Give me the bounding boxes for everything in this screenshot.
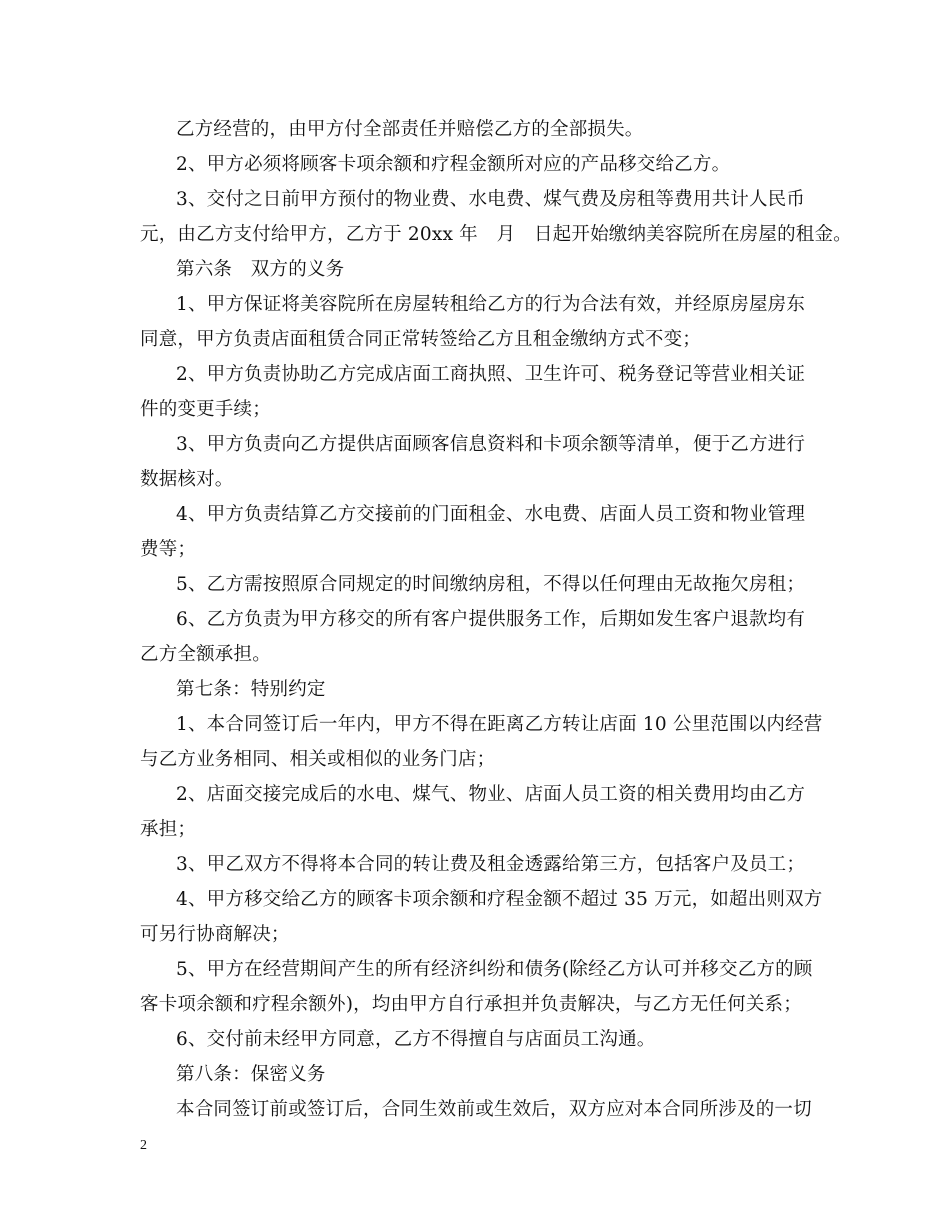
paragraph-line: 件的变更手续； xyxy=(140,399,271,420)
paragraph-line: 3、甲方负责向乙方提供店面顾客信息资料和卡项余额等清单，便于乙方进行 xyxy=(176,434,806,455)
paragraph-line: 2、甲方必须将顾客卡项余额和疗程金额所对应的产品移交给乙方。 xyxy=(176,154,731,175)
paragraph-line: 本合同签订前或签订后，合同生效前或生效后，双方应对本合同所涉及的一切 xyxy=(176,1099,812,1120)
paragraph-line: 3、甲乙双方不得将本合同的转让费及租金透露给第三方，包括客户及员工； xyxy=(176,854,806,875)
paragraph-line: 2、店面交接完成后的水电、煤气、物业、店面人员工资的相关费用均由乙方 xyxy=(176,784,806,805)
section-heading: 第八条：保密义务 xyxy=(176,1064,326,1085)
paragraph-line: 1、本合同签订后一年内，甲方不得在距离乙方转让店面 10 公里范围以内经营 xyxy=(176,714,823,735)
paragraph-line: 数据核对。 xyxy=(140,469,234,490)
paragraph-line: 5、乙方需按照原合同规定的时间缴纳房租，不得以任何理由无故拖欠房租； xyxy=(176,574,806,595)
paragraph-line: 3、交付之日前甲方预付的物业费、水电费、煤气费及房租等费用共计人民币 xyxy=(176,189,806,210)
paragraph-line: 4、甲方负责结算乙方交接前的门面租金、水电费、店面人员工资和物业管理 xyxy=(176,504,806,525)
paragraph-line: 费等； xyxy=(140,539,197,560)
paragraph-line: 1、甲方保证将美容院所在房屋转租给乙方的行为合法有效，并经原房屋房东 xyxy=(176,294,806,315)
paragraph-line: 乙方全额承担。 xyxy=(140,644,271,665)
paragraph-line: 4、甲方移交给乙方的顾客卡项余额和疗程金额不超过 35 万元，如超出则双方 xyxy=(176,889,823,910)
paragraph-line: 5、甲方在经营期间产生的所有经济纠纷和债务(除经乙方认可并移交乙方的顾 xyxy=(176,959,813,980)
section-heading: 第六条 双方的义务 xyxy=(176,259,345,280)
paragraph-line: 承担； xyxy=(140,819,197,840)
paragraph-line: 客卡项余额和疗程余额外)，均由甲方自行承担并负责解决，与乙方无任何关系； xyxy=(140,994,802,1015)
paragraph-line: 与乙方业务相同、相关或相似的业务门店； xyxy=(140,749,496,770)
paragraph-line: 2、甲方负责协助乙方完成店面工商执照、卫生许可、税务登记等营业相关证 xyxy=(176,364,806,385)
paragraph-line: 乙方经营的，由甲方付全部责任并赔偿乙方的全部损失。 xyxy=(176,119,644,140)
section-heading: 第七条：特别约定 xyxy=(176,679,326,700)
paragraph-line: 6、乙方负责为甲方移交的所有客户提供服务工作，后期如发生客户退款均有 xyxy=(176,609,806,630)
page-number: 2 xyxy=(140,1138,147,1153)
paragraph-line: 可另行协商解决； xyxy=(140,924,290,945)
paragraph-line: 6、交付前未经甲方同意，乙方不得擅自与店面员工沟通。 xyxy=(176,1029,656,1050)
paragraph-line: 同意，甲方负责店面租赁合同正常转签给乙方且租金缴纳方式不变； xyxy=(140,329,702,350)
paragraph-line: 元，由乙方支付给甲方，乙方于 20xx 年 月 日起开始缴纳美容院所在房屋的租金。 xyxy=(140,224,852,245)
